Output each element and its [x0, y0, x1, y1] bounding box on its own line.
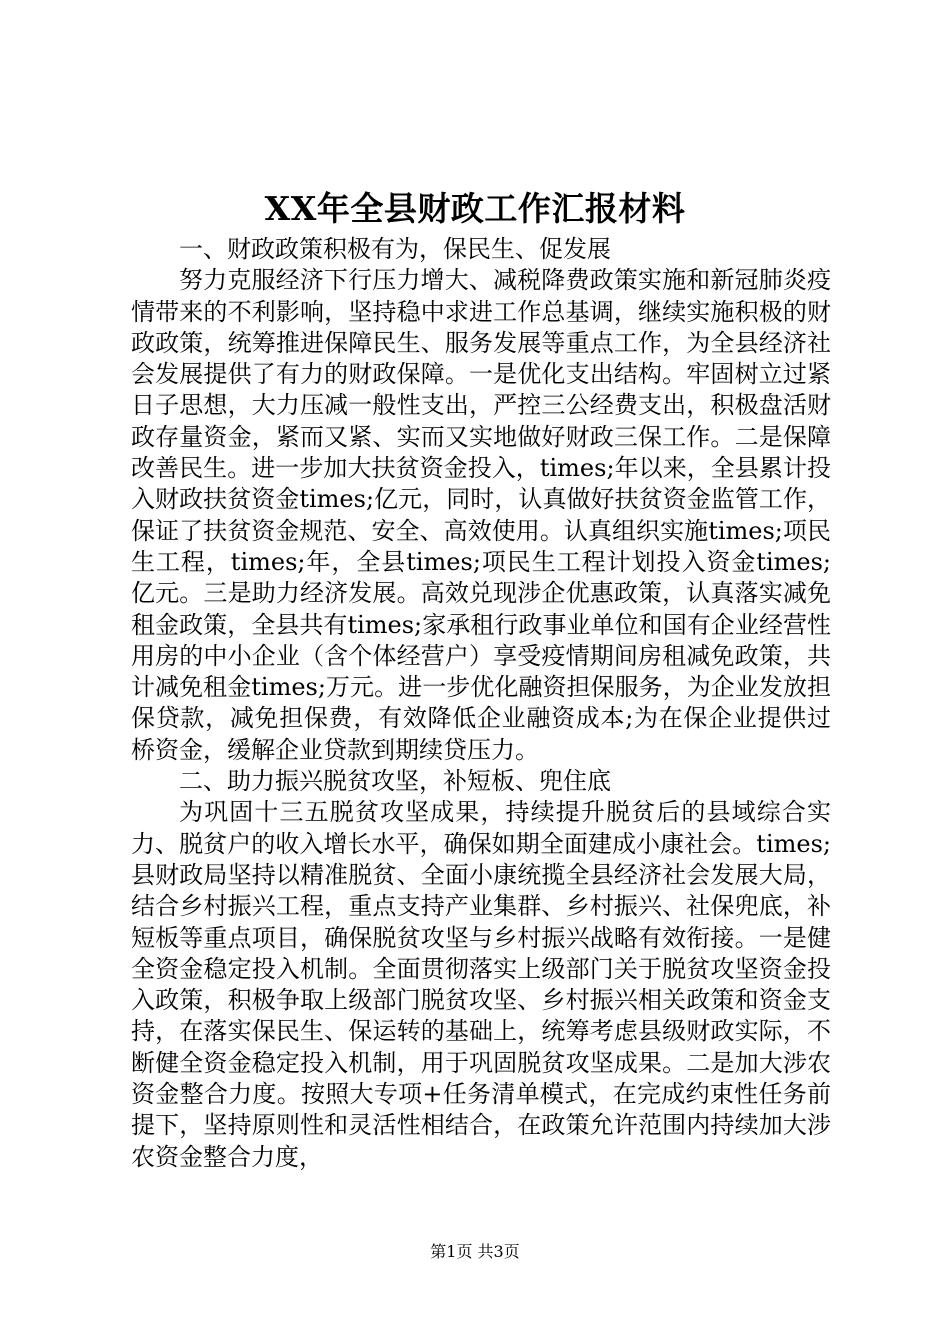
document-title: XX年全县财政工作汇报材料 [264, 189, 686, 228]
document-body [131, 234, 831, 1173]
body-paragraph-2: 为巩固十三五脱贫攻坚成果，持续提升脱贫后的县域综合实力、脱贫户的收入增长水平，确保如期全面建成小康社会。times;县财政局坚持以精准脱贫、全面小康统揽全县经济社会发展大局，结合乡村振兴工程，重点支持产业集群、乡村振兴、社保兜底，补短板等重点项目，确保脱贫攻坚与乡村振兴战略有效衔接。一是健全资金稳定投入机制。全面贯彻落实上级部门关于脱贫攻坚资金投入政策，积极争取上级部门脱贫攻坚、乡村振兴相关政策和资金支持，在落实保民生、保运转的基础上，统筹考虑县级财政实际，不断健全资金稳定投入机制，用于巩固脱贫攻坚成果。二是加大涉农资金整合力度。按照大专项+任务清单模式，在完成约束性任务前提下，坚持原则性和灵活性相结合，在政策允许范围内持续加大涉农资金整合力度， [131, 798, 831, 1171]
section-heading-2: 二、助力振兴脱贫攻坚，补短板、兜住底 [179, 767, 611, 796]
page-footer: 第1页 共3页 [430, 1242, 520, 1261]
body-paragraph-1: 努力克服经济下行压力增大、减税降费政策实施和新冠肺炎疫情带来的不利影响，坚持稳中求进工作总基调，继续实施积极的财政政策，统筹推进保障民生、服务发展等重点工作，为全县经济社会发展提供了有力的财政保障。一是优化支出结构。牢固树立过紧日子思想，大力压减一般性支出，严控三公经费支出，积极盘活财政存量资金，紧而又紧、实而又实地做好财政三保工作。二是保障改善民生。进一步加大扶贫资金投入，times;年以来，全县累计投入财政扶贫资金times;亿元，同时，认真做好扶贫资金监管工作，保证了扶贫资金规范、安全、高效使用。认真组织实施times;项民生工程，times;年，全县times;项民生工程计划投入资金times;亿元。三是助力经济发展。高效兑现涉企优惠政策，认真落实减免租金政策，全县共有times;家承租行政事业单位和国有企业经营性用房的中小企业（含个体经营户）享受疫情期间房租减免政策，共计减免租金times;万元。进一步优化融资担保服务，为企业发放担保贷款，减免担保费，有效降低企业融资成本;为在保企业提供过桥资金，缓解企业贷款到期续贷压力。 [131, 266, 831, 764]
section-heading-1: 一、财政政策积极有为，保民生、促发展 [179, 235, 611, 263]
